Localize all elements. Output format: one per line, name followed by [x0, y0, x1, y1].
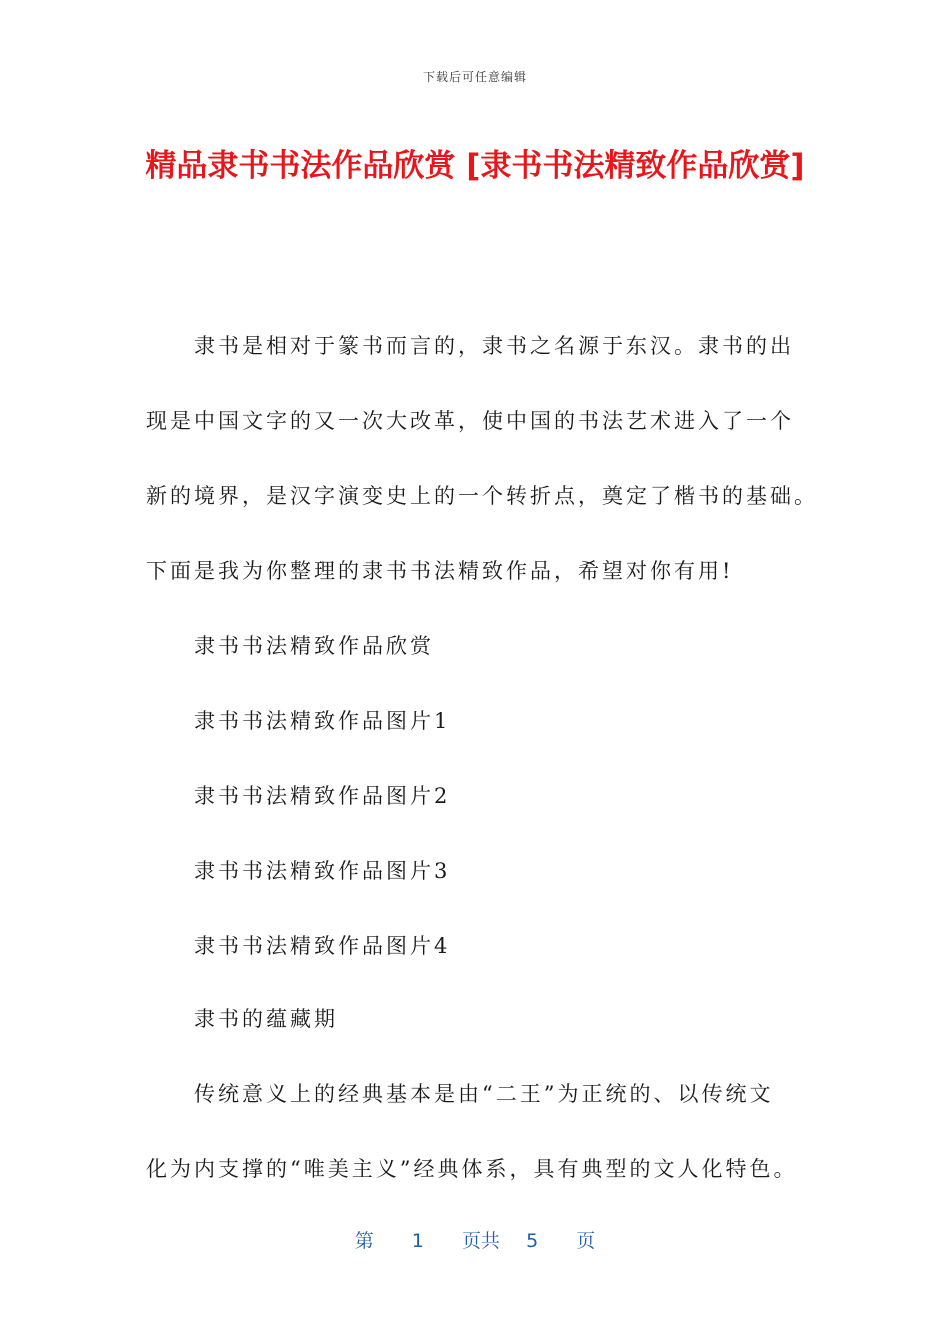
- subsection-heading: 隶书的蕴藏期: [194, 1007, 338, 1031]
- footer-middle: 页共: [461, 1230, 500, 1252]
- footer-page-number: 1: [411, 1230, 424, 1252]
- image-caption-1: 隶书书法精致作品图片1: [194, 709, 451, 733]
- footer-total-pages: 5: [526, 1230, 539, 1252]
- footer-prefix: 第: [354, 1230, 374, 1252]
- image-caption-3: 隶书书法精致作品图片3: [194, 859, 451, 883]
- image-caption-2: 隶书书法精致作品图片2: [194, 784, 451, 808]
- header-note: 下载后可任意编辑: [422, 70, 527, 84]
- paragraph-line-1: 隶书是相对于篆书而言的，隶书之名源于东汉。隶书的出: [194, 334, 794, 358]
- paragraph-line-6: 化为内支撑的“唯美主义”经典体系，具有典型的文人化特色。: [146, 1157, 798, 1181]
- paragraph-line-3: 新的境界，是汉字演变史上的一个转折点，奠定了楷书的基础。: [146, 484, 818, 508]
- page-title: 精品隶书书法作品欣赏 [隶书书法精致作品欣赏]: [145, 148, 805, 184]
- page-footer: [0, 1226, 950, 1253]
- paragraph-line-4: 下面是我为你整理的隶书书法精致作品，希望对你有用!: [146, 559, 734, 583]
- paragraph-line-2: 现是中国文字的又一次大改革，使中国的书法艺术进入了一个: [146, 409, 794, 433]
- image-caption-4: 隶书书法精致作品图片4: [194, 934, 451, 958]
- section-heading: 隶书书法精致作品欣赏: [194, 634, 434, 658]
- paragraph-line-5: 传统意义上的经典基本是由“二王”为正统的、以传统文: [194, 1082, 774, 1106]
- footer-suffix: 页: [576, 1230, 596, 1252]
